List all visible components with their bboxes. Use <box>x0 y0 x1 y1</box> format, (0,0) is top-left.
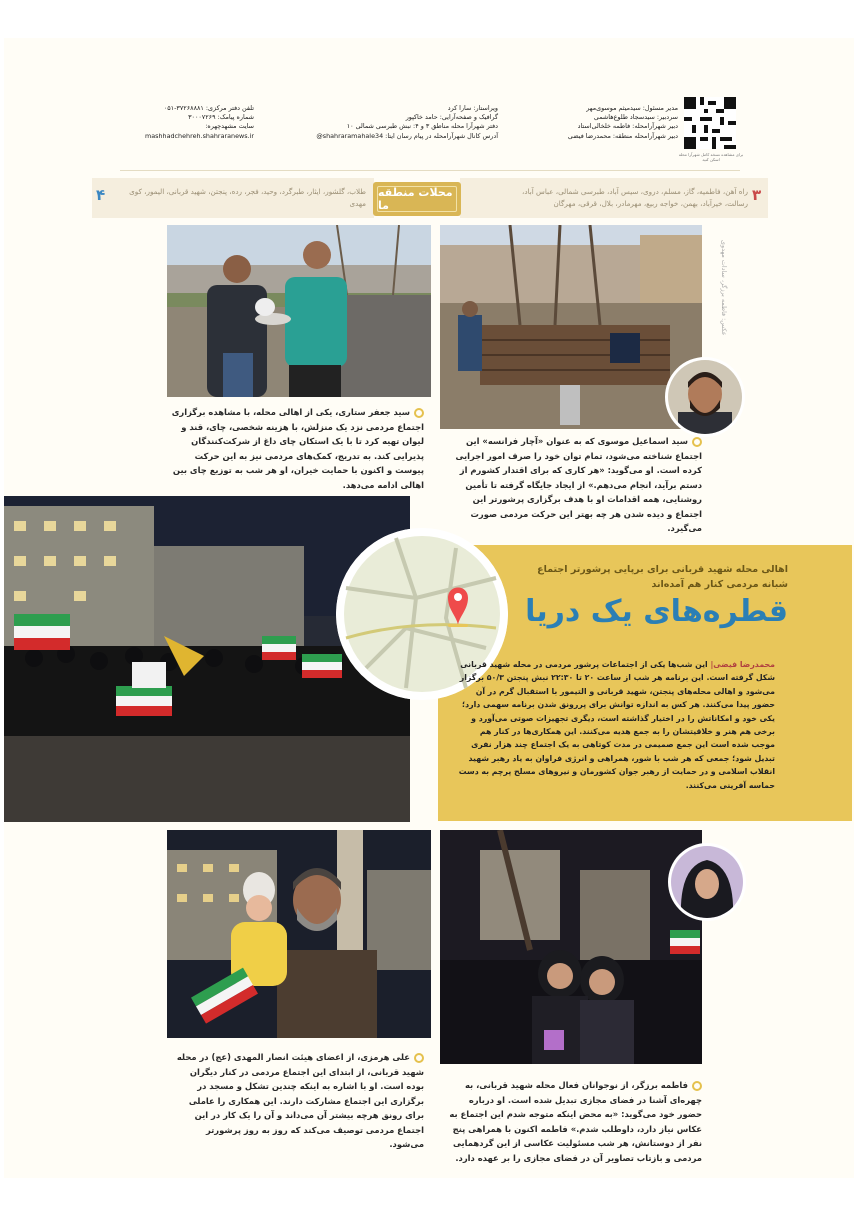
photo-credit: عکس: فاطمه برزگر، سادات مهدوی <box>720 240 728 336</box>
article-body-text: این شب‌ها یکی از اجتماعات پرشور مردمی در محله شهید قربانی شکل گرفته است. این برنامه هر شب از ساعت ۲۰ تا ۲۲:۳۰ نبش پنجتن ۵۰/۳ برگزار می‌شود و اهالی محله‌های پنجتن، شهید قربانی و التیمور با استقبال گرم در آن حضور پیدا می‌کنند. هر کس به اندازه توانش برای پررونق شدن برنامه سهمی دارد؛ یکی خود و امکاناتش را در اختیار گذاشته است، دیگری تجهیزات صوتی می‌آورد و برخی هم هنر و خلاقیتشان را به جمع هدیه می‌کنند. این همکاری‌ها در کنار هم موجب شده است این جمع صمیمی در مدت کوتاهی به یک اجتماع چند هزار نفری تبدیل شود؛ جمعی که هر شب با شور، همراهی و انرژی فراوان به یاد رهبر شهید انقلاب اسلامی و در حمایت از رهبر جوان کشورمان و نیروهای مسلح پرچم به دست حماسه آفرینی می‌کنند. <box>458 660 775 790</box>
section-logo-text: محلات منطقه ما <box>377 186 457 212</box>
masthead-line: سایت مشهدچهره: <box>205 122 254 131</box>
caption-bullet-icon <box>414 408 424 418</box>
caption-fatemeh-text: فاطمه برزگر، از نوجوانان فعال محله شهید قربانی، به چهره‌ای آشنا در فضای مجازی تبدیل شده است. او درباره حضور خود می‌گوید: «به محض اینکه متوجه شدم این اجتماع به عکاس نیاز دارد، داوطلب شدم.» فاطمه اکنون با همراهی پنج نفر از دوستانش، هر شب مسئولیت عکاسی از این گردهمایی مردمی و بازتاب تصاویر آن در فضای مجازی را بر عهده دارد. <box>449 1080 702 1163</box>
masthead-line: مدیر مسئول: سیدمیثم موسوی‌مهر <box>586 104 678 112</box>
website-link[interactable]: mashhadchehreh.shahraranews.ir <box>145 131 254 140</box>
masthead-line: دفتر شهرآرا محله مناطق ۳ و ۴: نبش طبرسی شمالی ۱۰ <box>346 122 498 131</box>
masthead-line: شماره پیامک: ۳۰۰۰۷۲۶۹ <box>188 113 254 122</box>
masthead-contact <box>142 104 254 141</box>
district-4-number: ۴ <box>96 186 106 204</box>
photo-girls-hearts <box>440 830 702 1064</box>
masthead-staff <box>316 104 498 141</box>
photo-tea-serving <box>167 225 431 397</box>
article-body <box>455 658 775 792</box>
masthead-editors <box>567 104 678 141</box>
article-headline: قطره‌های یک دریا <box>525 594 788 629</box>
caption-ismail <box>444 434 702 536</box>
caption-ali-text: علی هرمزی، از اعضای هیئت انصار المهدی (عج) در محله شهید قربانی، از ابتدای این اجتماع مردمی در کنار دیگران بوده است. او با اشاره به اینکه چندین تشکل و مسجد در برگزاری این اجتماع مشارکت دارند. این همکاری را عاملی برای رونق هرچه بیشتر آن می‌داند و آن را یک کار در این اجتماع مردمی توصیف می‌کند که روز به روز پرشورتر می‌شود. <box>176 1052 424 1149</box>
section-logo <box>373 182 461 216</box>
district-3-neighborhoods: راه آهن، فاطمیه، گاز، مسلم، دروی، سیس آباد، طبرسی شمالی، عباس آباد، رسالت، خیرآباد، بهمن، خواجه ربیع، مهرمادر، بلال، قرقی، مهرگان <box>522 187 748 208</box>
caption-fatemeh <box>444 1078 702 1165</box>
photo-construction <box>440 225 702 429</box>
caption-bullet-icon <box>414 1053 424 1063</box>
caption-tea-text: سید جعفر ستاری، یکی از اهالی محله، با مشاهده برگزاری اجتماع مردمی نزد یک منزلش، با هزینه شخصی، چای، قند و لیوان تهیه کرد تا با یک استکان چای داغ از شرکت‌کنندگان پذیرایی کند. به تدریج، کمک‌های مردمی نیز به این حرکت پیوست و اکنون با حمایت خیران، او هر شب به توزیع چای بین اهالی ادامه می‌دهد. <box>171 407 424 490</box>
masthead-line: دبیر شهرآرامحله منطقه: محمدرضا فیضی <box>567 131 678 140</box>
masthead-divider <box>120 170 740 171</box>
masthead-line: آدرس کانال شهرآرامحله در پیام رسان ایتا: shahraramahale34@ <box>316 131 498 140</box>
caption-ismail-text: سید اسماعیل موسوی که به عنوان «آچار فرانسه» این اجتماع شناخته می‌شود، تمام توان خود را صرف امور اجرایی کرده است. او می‌گوید: «هر کاری که برای اقتدار کشورم از دستم برآید، انجام می‌دهم.» از ایجاد جایگاه گرفته تا تأمین روشنایی، همه اقدامات او با هدف برگزاری پرشورتر این اجتماع و دیده شدن هر چه بهتر این حرکت مردمی صورت می‌گیرد. <box>455 436 702 533</box>
caption-bullet-icon <box>692 437 702 447</box>
photo-father-child <box>167 830 431 1038</box>
article-author: محمدرضا فیضی| <box>710 660 775 669</box>
district-3-number: ۳ <box>752 186 762 204</box>
caption-ali <box>172 1050 424 1152</box>
masthead-line: گرافیک و صفحه‌آرایی: حامد خاکپور <box>405 113 498 122</box>
masthead-line: دبیر شهرآرامحله: فاطمه خلخالی‌استاد <box>577 122 678 131</box>
qr-code[interactable] <box>684 97 736 149</box>
caption-bullet-icon <box>692 1081 702 1091</box>
district-4-neighborhoods: طلاب، گلشور، ایثار، طبرگرد، وحید، فجر، رده، پنجتن، شهید قربانی، الیمور، کوی مهدی <box>129 187 366 208</box>
masthead-line: تلفن دفتر مرکزی: ۳۷۲۶۸۸۸۱-۰۵۱ <box>163 104 254 112</box>
portrait-fatemeh <box>668 843 746 921</box>
qr-caption: برای مشاهده نسخه کامل شهرآرا محله اسکن کنید <box>678 152 744 162</box>
masthead-line: ویراستار: سارا کرد <box>447 104 498 112</box>
masthead-line: سردبیر: سیدسجاد طلوع‌هاشمی <box>593 113 678 122</box>
portrait-ismail <box>665 357 745 437</box>
article-subhead: اهالی محله شهید قربانی برای برپایی پرشورتر اجتماع شبانه مردمی کنار هم آمده‌اند <box>537 564 788 590</box>
caption-tea <box>170 405 424 492</box>
